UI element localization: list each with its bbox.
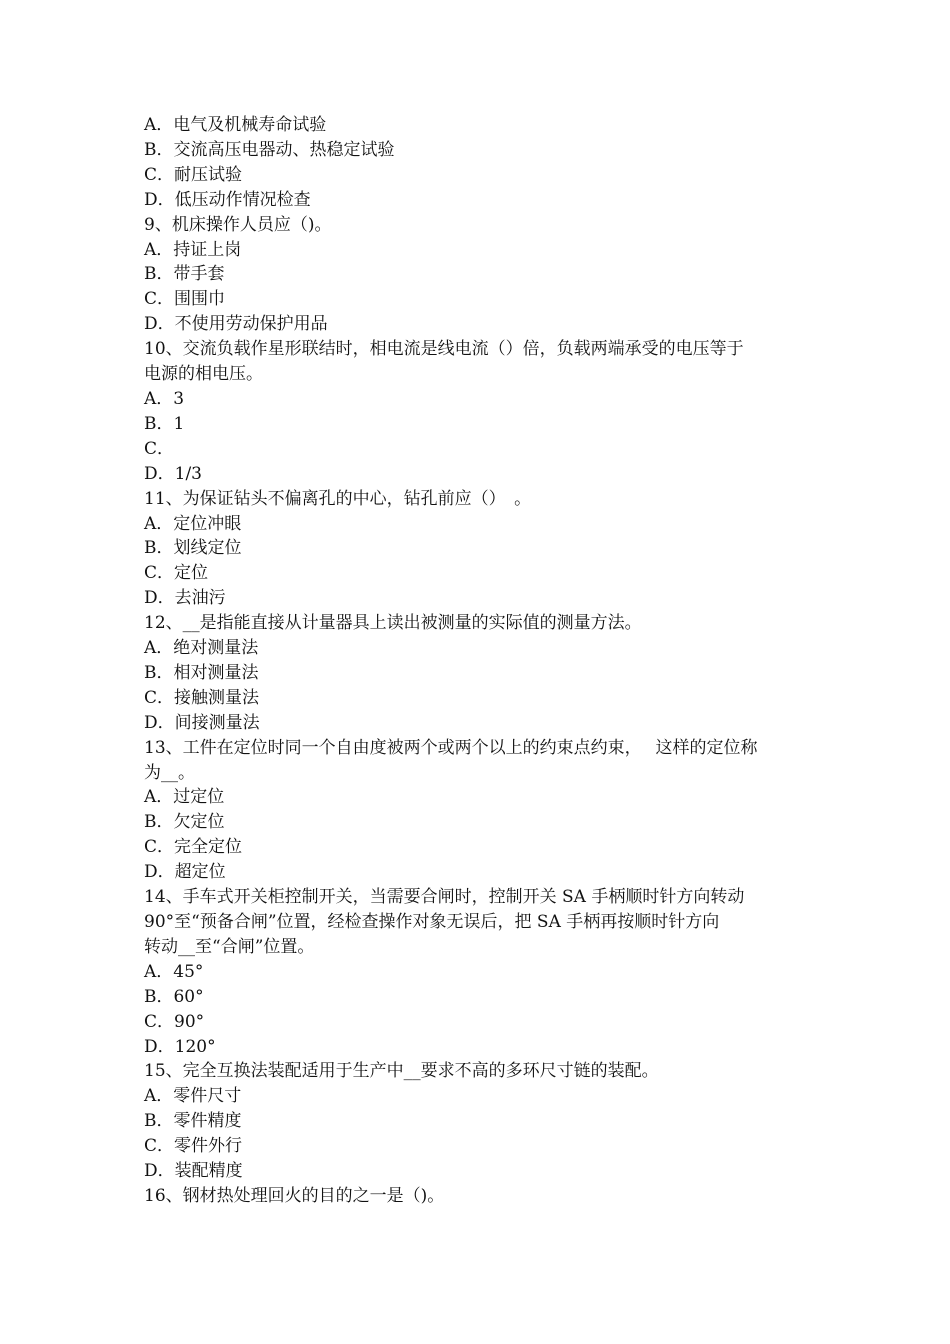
option-line: A．持证上岗	[144, 239, 242, 260]
text-line: 转动__至“合闸”位置。	[144, 936, 315, 957]
option-line: C．定位	[144, 563, 209, 584]
question-line: 12、__是指能直接从计量器具上读出被测量的实际值的测量方法。	[144, 613, 642, 634]
option-line: D．120°	[144, 1036, 216, 1057]
option-line: B．欠定位	[144, 812, 225, 833]
option-line: C．90°	[144, 1011, 205, 1032]
option-line: A．定位冲眼	[144, 513, 242, 534]
question-line: 13、工件在定位时同一个自由度被两个或两个以上的约束点约束， 这样的定位称	[144, 737, 758, 758]
text-line: 电源的相电压。	[144, 364, 263, 385]
document-body	[144, 113, 812, 1209]
option-line: A．零件尺寸	[144, 1086, 242, 1107]
option-line: D．超定位	[144, 862, 226, 883]
question-line: 11、为保证钻头不偏离孔的中心，钻孔前应（） 。	[144, 488, 532, 509]
option-line: C．零件外行	[144, 1136, 243, 1157]
option-line: A．绝对测量法	[144, 638, 259, 659]
option-line: B．零件精度	[144, 1111, 242, 1132]
option-line: B．1	[144, 413, 185, 434]
option-line: C．耐压试验	[144, 164, 243, 185]
option-line: C．完全定位	[144, 837, 243, 858]
option-line: A．电气及机械寿命试验	[144, 115, 327, 135]
option-line: D．不使用劳动保护用品	[144, 314, 328, 335]
question-line: 14、手车式开关柜控制开关，当需要合闸时，控制开关 SA 手柄顺时针方向转动	[144, 887, 745, 908]
question-line: 15、完全互换法装配适用于生产中__要求不高的多环尺寸链的装配。	[144, 1061, 659, 1082]
option-line: C．	[144, 438, 175, 459]
option-line: A．过定位	[144, 787, 225, 808]
option-line: B．划线定位	[144, 538, 242, 559]
option-line: A．3	[144, 388, 185, 409]
question-line: 9、机床操作人员应（)。	[144, 214, 332, 235]
option-line: C．围围巾	[144, 289, 226, 310]
option-line: B．相对测量法	[144, 662, 259, 683]
option-line: A．45°	[144, 961, 204, 982]
text-line: 为__。	[144, 762, 195, 783]
option-line: B．交流高压电器动、热稳定试验	[144, 139, 395, 160]
option-line: D．装配精度	[144, 1161, 243, 1182]
question-line: 10、交流负载作星形联结时，相电流是线电流（）倍，负载两端承受的电压等于	[144, 339, 744, 360]
option-line: D．去油污	[144, 588, 226, 609]
question-line: 16、钢材热处理回火的目的之一是（)。	[144, 1185, 445, 1206]
option-line: B．60°	[144, 986, 204, 1007]
option-line: C．接触测量法	[144, 687, 260, 708]
option-line: D．1/3	[144, 463, 202, 484]
option-line: B．带手套	[144, 264, 225, 285]
option-line: D．低压动作情况检查	[144, 189, 311, 210]
option-line: D．间接测量法	[144, 712, 260, 733]
text-line: 90°至“预备合闸”位置，经检查操作对象无误后，把 SA 手柄再按顺时针方向	[144, 912, 720, 932]
